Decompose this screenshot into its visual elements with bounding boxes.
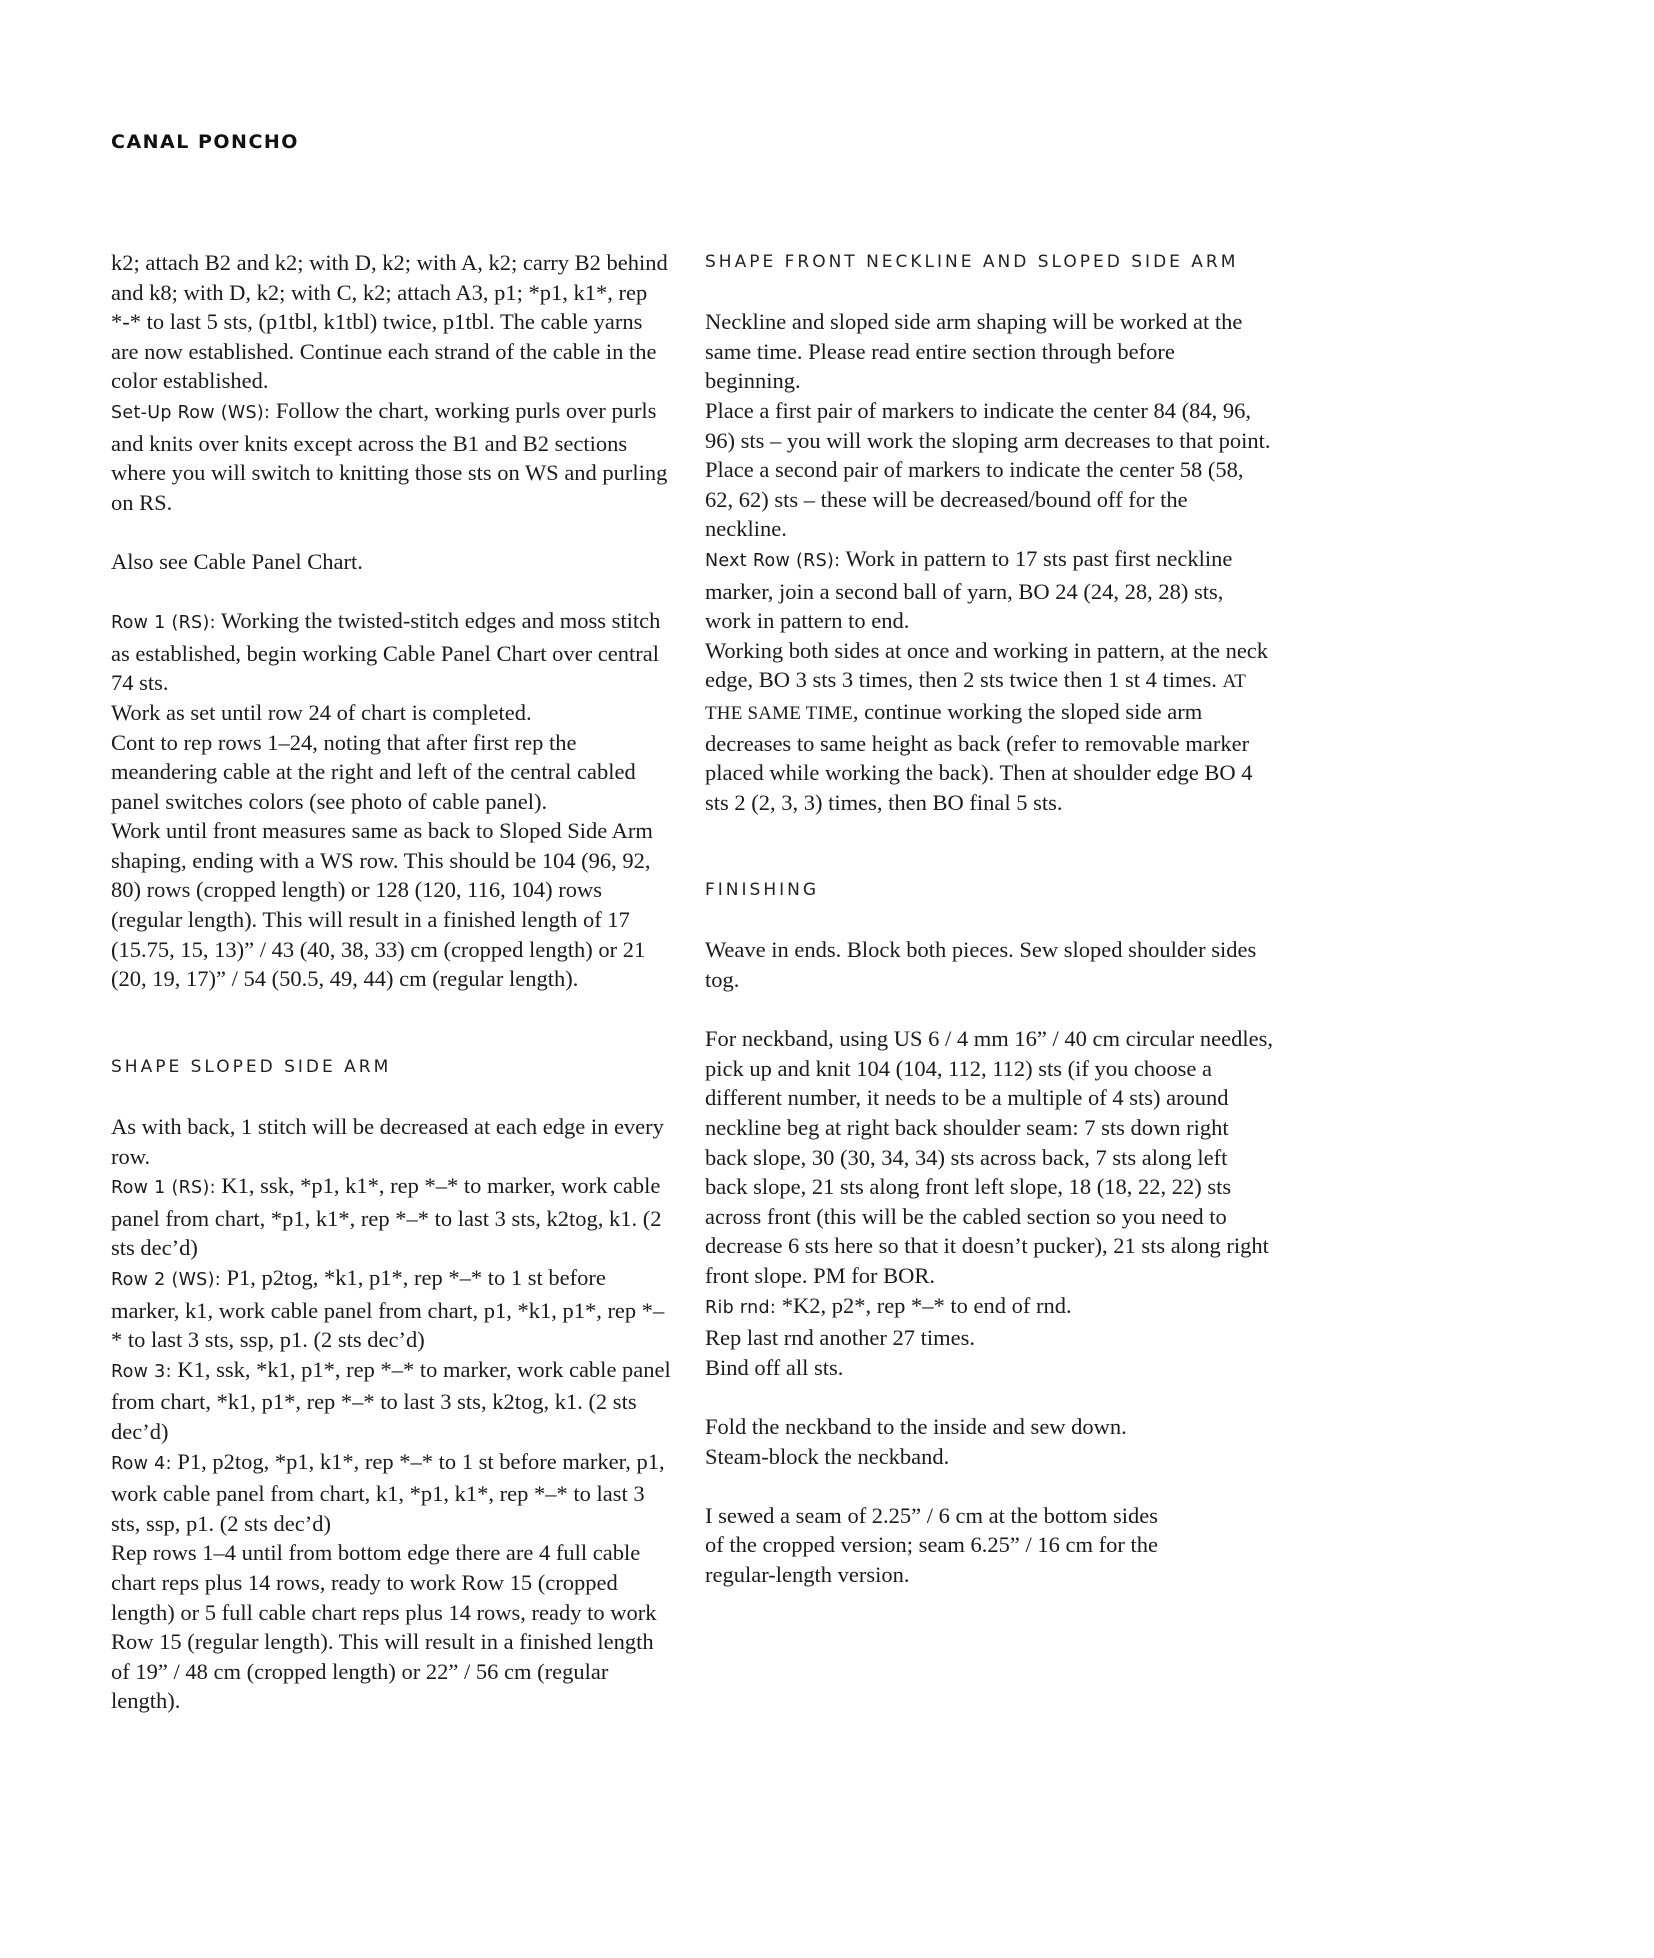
row-label: Row 1 (RS): <box>111 613 216 634</box>
row-text: K1, ssk, *p1, k1*, rep *–* to marker, work cable panel from chart, *p1, k1*, rep *–* to last 3 sts, k2tog, k1. (2 sts dec’d) <box>111 1173 662 1261</box>
row-text: , continue working the sloped side arm decreases to same height as back (refer to removable marker placed while working the back). Then at shoulder edge BO 4 sts 2 (2, 3, 3) times, then BO final 5 sts. <box>705 698 1253 815</box>
paragraph: regular-length version. <box>705 1561 910 1587</box>
paragraph: As with back, 1 stitch will be decreased at each edge in every row. <box>111 1114 664 1169</box>
left-column <box>111 248 671 1716</box>
row-text: K1, ssk, *k1, p1*, rep *–* to marker, work cable panel from chart, *k1, p1*, rep *–* to last 3 sts, k2tog, k1. (2 sts dec’d) <box>111 1356 671 1444</box>
paragraph <box>705 544 1275 636</box>
row-label: Row 4: <box>111 1453 172 1474</box>
paragraph: Fold the neckband to the inside and sew down. <box>705 1413 1127 1439</box>
paragraph: Bind off all sts. <box>705 1354 844 1380</box>
paragraph: For neckband, using US 6 / 4 mm 16” / 40 cm circular needles, pick up and knit 104 (104, 112, 112) sts (if you choose a different number, it needs to be a multiple of 4 sts) around neckline beg at right back shoulder seam: 7 sts down right back slope, 30 (30, 34, 34) sts across back, 7 sts along left back slope, 21 sts along front left slope, 18 (18, 22, 22) sts across front (this will be the cabled section so you need to decrease 6 sts here so that it doesn’t pucker), 21 sts along right front slope. PM for BOR. <box>705 1026 1274 1288</box>
paragraph <box>111 606 671 698</box>
row-label: Row 2 (WS): <box>111 1270 221 1290</box>
paragraph <box>111 1171 671 1263</box>
emphasis-text: AT THE SAME TIME <box>705 671 1246 724</box>
paragraph <box>111 1447 671 1539</box>
row-text: P1, p2tog, *p1, k1*, rep *–* to 1 st before marker, p1, work cable panel from chart, k1, *p1, k1*, rep *–* to last 3 sts, ssp, p1. (2 sts dec’d) <box>111 1448 665 1536</box>
paragraph: Cont to rep rows 1–24, noting that after first rep the meandering cable at the right and left of the central cabled panel switches colors (see photo of cable panel). <box>111 729 636 814</box>
paragraph: Work as set until row 24 of chart is completed. <box>111 699 532 725</box>
row-text: Work in pattern to 17 sts past first neckline marker, join a second ball of yarn, BO 24 (24, 28, 28) sts, work in pattern to end. <box>705 545 1233 634</box>
row-label: Row 3: <box>111 1361 172 1382</box>
row-text: *K2, p2*, rep *–* to end of rnd. <box>776 1292 1072 1318</box>
paragraph: of the cropped version; seam 6.25” / 16 cm for the <box>705 1532 1158 1558</box>
section-heading: FINISHING <box>705 880 820 901</box>
paragraph: k2; attach B2 and k2; with D, k2; with A, k2; carry B2 behind and k8; with D, k2; with C, k2; attach A3, p1; *p1, k1*, rep *-* to last 5 sts, (p1tbl, k1tbl) twice, p1tbl. The cable yarns are now established. Continue each strand of the cable in the color established. <box>111 250 668 394</box>
paragraph <box>111 396 671 517</box>
section-heading: SHAPE FRONT NECKLINE AND SLOPED SIDE ARM <box>705 252 1239 272</box>
row-text: P1, p2tog, *k1, p1*, rep *–* to 1 st before marker, k1, work cable panel from chart, p1, *k1, p1*, rep *–* to last 3 sts, ssp, p1. (2 sts dec’d) <box>111 1265 665 1353</box>
paragraph: Work until front measures same as back to Sloped Side Arm shaping, ending with a WS row. This should be 104 (96, 92, 80) rows (cropped length) or 128 (120, 116, 104) rows (regular length). This will result in a finished length of 17 (15.75, 15, 13)” / 43 (40, 38, 33) cm (cropped length) or 21 (20, 19, 17)” / 54 (50.5, 49, 44) cm (regular length). <box>111 818 653 992</box>
paragraph: Steam-block the neckband. <box>705 1443 950 1469</box>
row-text: Follow the chart, working purls over purls and knits over knits except across the B1 and B2 sections where you will switch to knitting those sts on WS and purling on RS. <box>111 397 668 515</box>
row-label: Row 1 (RS): <box>111 1178 216 1199</box>
row-text: Working both sides at once and working in pattern, at the neck edge, BO 3 sts 3 times, then 2 sts twice then 1 st 4 times. <box>705 637 1269 693</box>
right-column <box>705 248 1275 1590</box>
paragraph <box>705 1291 1275 1324</box>
row-label: Next Row (RS): <box>705 550 841 571</box>
paragraph <box>111 1263 671 1355</box>
page-header: CANAL PONCHO <box>111 131 299 153</box>
paragraph: Weave in ends. Block both pieces. Sew sloped shoulder sides tog. <box>705 937 1257 993</box>
row-label: Set-Up Row (WS): <box>111 402 271 423</box>
paragraph: I sewed a seam of 2.25” / 6 cm at the bottom sides <box>705 1502 1159 1528</box>
section-heading: SHAPE SLOPED SIDE ARM <box>111 1056 392 1077</box>
paragraph: Rep rows 1–4 until from bottom edge there are 4 full cable chart reps plus 14 rows, ready to work Row 15 (cropped length) or 5 full cable chart reps plus 14 rows, ready to work Row 15 (regular length). This will result in a finished length of 19” / 48 cm (cropped length) or 22” / 56 cm (regular length). <box>111 1540 657 1714</box>
paragraph: Place a first pair of markers to indicate the center 84 (84, 96, 96) sts – you will work the sloping arm decreases to that point. Place a second pair of markers to indicate the center 58 (58, 62, 62) sts – these will be decreased/bound off for the neckline. <box>705 397 1271 542</box>
paragraph: Rep last rnd another 27 times. <box>705 1325 975 1351</box>
row-text: Working the twisted-stitch edges and moss stitch as established, begin working Cable Panel Chart over central 74 sts. <box>111 608 661 696</box>
paragraph <box>111 1355 671 1447</box>
paragraph: Also see Cable Panel Chart. <box>111 548 363 574</box>
row-label: Rib rnd: <box>705 1297 777 1318</box>
paragraph: Neckline and sloped side arm shaping will be worked at the same time. Please read entire section through before beginning. <box>705 309 1243 394</box>
paragraph <box>705 636 1275 818</box>
